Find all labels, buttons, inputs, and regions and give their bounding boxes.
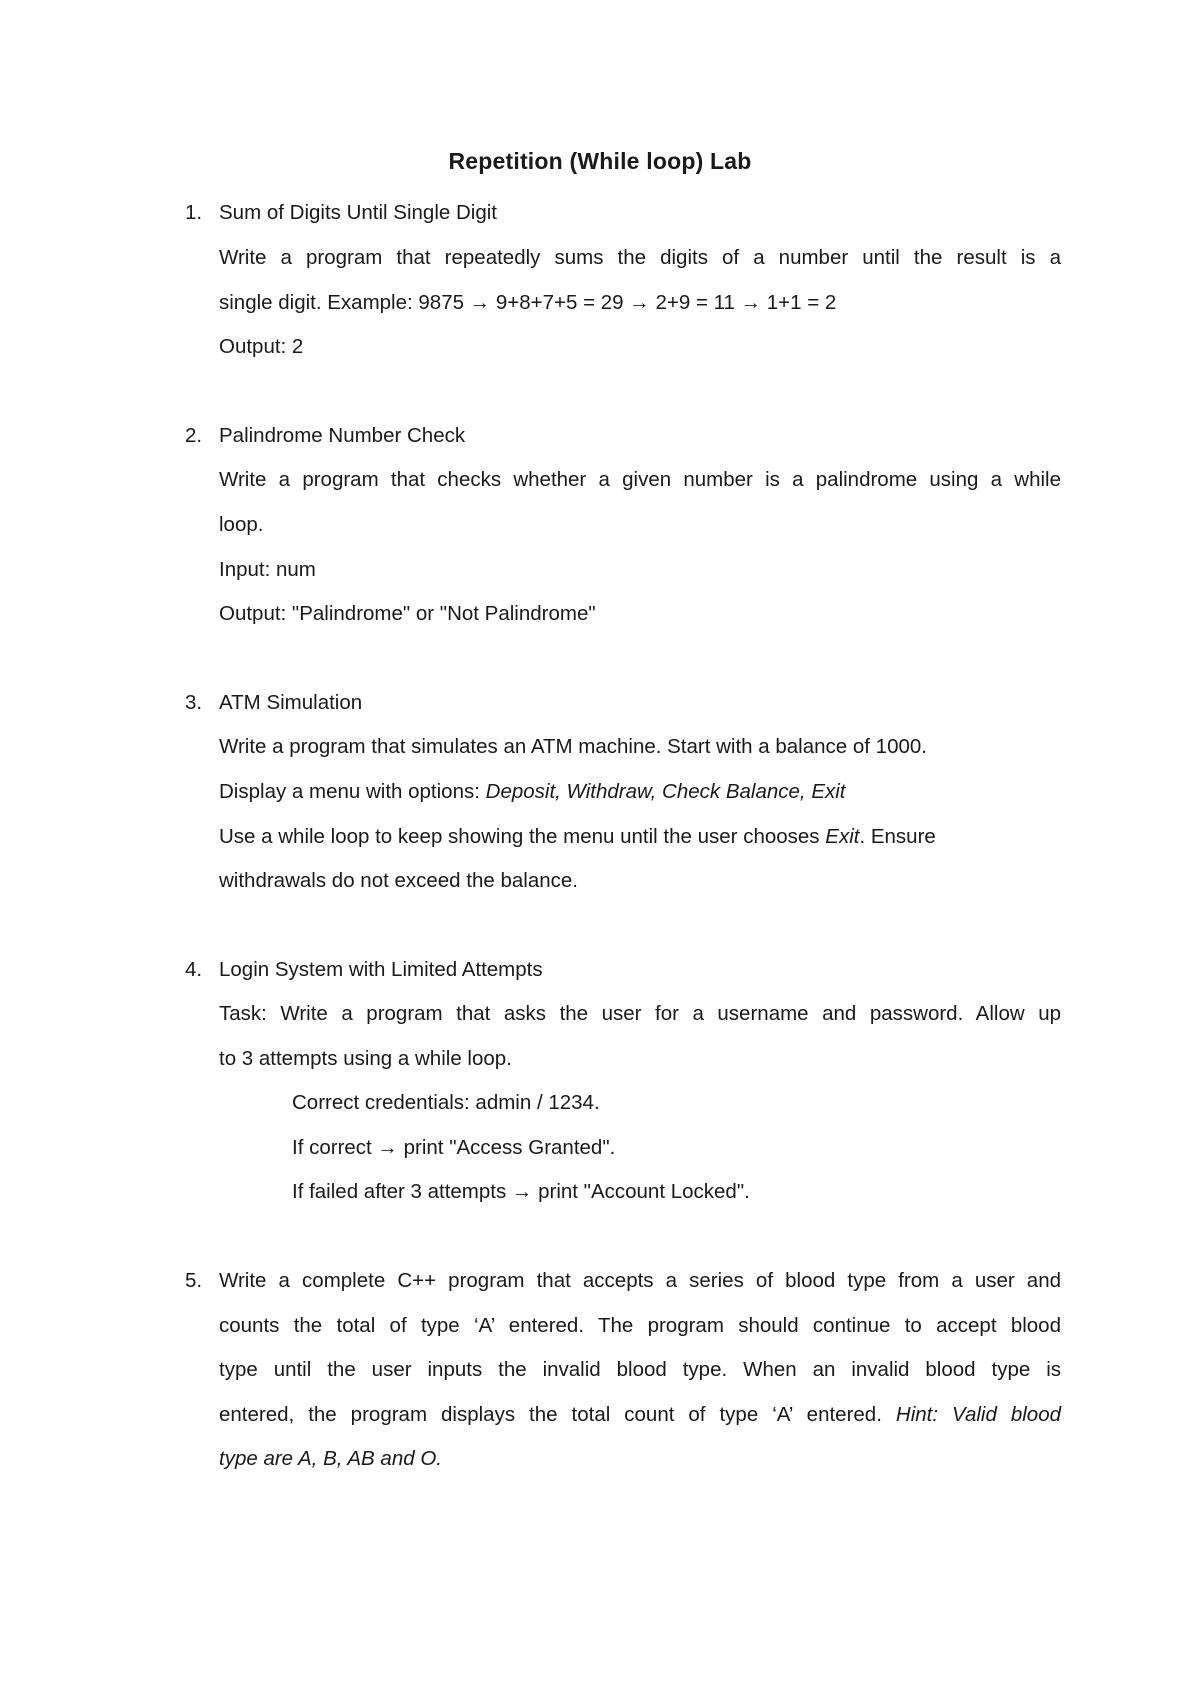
item-5-number: 5. (185, 1269, 203, 1292)
item-3-loop-suffix: . Ensure (859, 825, 936, 848)
item-1-output: Output: 2 (219, 335, 304, 358)
item-5-text-line2: counts the total of type ‘A’ entered. The program should continue to accept blood (219, 1314, 1061, 1337)
item-4-failed-case: If failed after 3 attempts → print "Account Locked". (292, 1180, 750, 1203)
item-3-text-line2 (219, 779, 846, 805)
item-4-text-line2: to 3 attempts using a while loop. (219, 1047, 512, 1070)
item-2-output: Output: "Palindrome" or "Not Palindrome" (219, 602, 596, 625)
item-3-loop-prefix: Use a while loop to keep showing the menu until the user chooses (219, 825, 826, 848)
item-3-text-line3 (219, 824, 936, 850)
item-5-text-line5 (219, 1446, 442, 1472)
item-3-exit-word: Exit (825, 825, 860, 848)
item-5-line4-text: entered, the program displays the total count of type ‘A’ entered. (219, 1403, 896, 1426)
item-5-hint: Hint: Valid blood (895, 1403, 1062, 1426)
item-1-number: 1. (185, 201, 203, 224)
item-4-correct-case: If correct → print "Access Granted". (292, 1136, 616, 1159)
item-4-credentials: Correct credentials: admin / 1234. (292, 1091, 600, 1114)
item-4-number: 4. (185, 958, 203, 981)
item-3-text-line1: Write a program that simulates an ATM machine. Start with a balance of 1000. (219, 735, 927, 758)
item-3-number: 3. (185, 691, 203, 714)
item-2-text-line2: loop. (219, 513, 264, 536)
item-2-heading: Palindrome Number Check (219, 424, 466, 447)
item-2-text-line1: Write a program that checks whether a given number is a palindrome using a while (219, 468, 1061, 491)
item-5-text-line4 (219, 1402, 1061, 1428)
item-1-text-line2: single digit. Example: 9875 → 9+8+7+5 = 29 → 2+9 = 11 → 1+1 = 2 (219, 291, 837, 314)
item-3-heading: ATM Simulation (219, 691, 363, 714)
item-5-valid-types: type are A, B, AB and O. (219, 1447, 442, 1470)
item-3-menu-options: Deposit, Withdraw, Check Balance, Exit (485, 780, 846, 803)
item-3-text-line4: withdrawals do not exceed the balance. (219, 869, 578, 892)
item-4-text-line1: Task: Write a program that asks the user for a username and password. Allow up (219, 1002, 1061, 1025)
item-2-number: 2. (185, 424, 203, 447)
item-5-text-line3: type until the user inputs the invalid blood type. When an invalid blood type is (219, 1358, 1061, 1381)
item-1-text-line1: Write a program that repeatedly sums the digits of a number until the result is a (219, 246, 1061, 269)
item-3-menu-prefix: Display a menu with options: (219, 780, 486, 803)
item-2-input: Input: num (219, 558, 316, 581)
item-1-heading: Sum of Digits Until Single Digit (219, 201, 497, 224)
item-5-text-line1: Write a complete C++ program that accepts a series of blood type from a user and (219, 1269, 1061, 1292)
page-title: Repetition (While loop) Lab (448, 148, 752, 174)
item-4-heading: Login System with Limited Attempts (219, 958, 543, 981)
